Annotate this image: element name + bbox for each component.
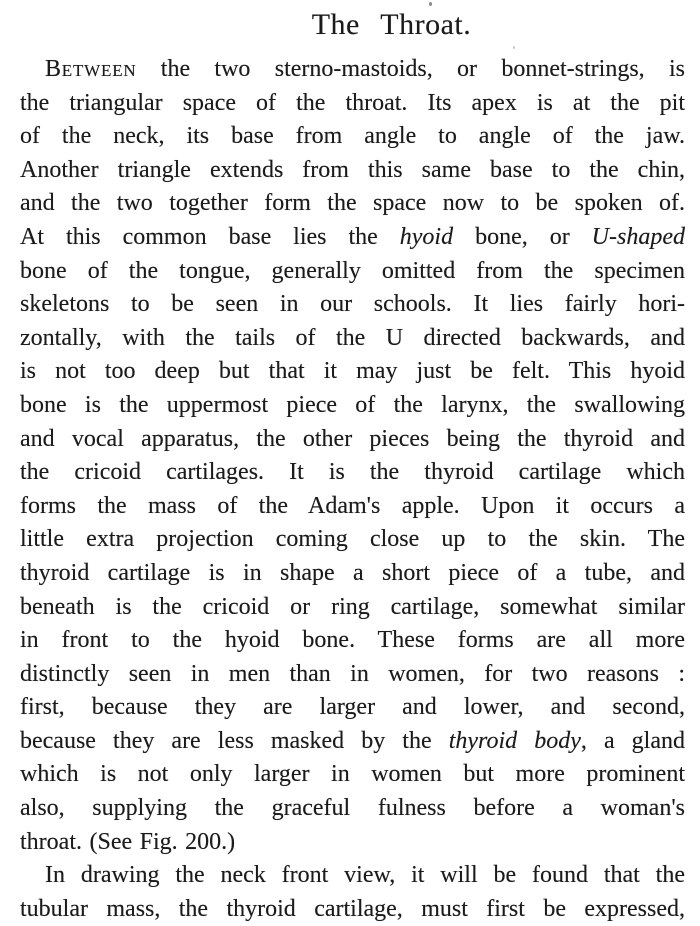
text-run: the triangular space of the throat. Its apex is at the pit	[20, 89, 685, 116]
text-run: bone, or	[453, 223, 592, 250]
text-run: because they are less masked by the	[20, 727, 449, 754]
text-block	[20, 53, 685, 926]
text-line	[20, 255, 685, 289]
text-run: thyroid body	[448, 727, 581, 754]
text-run: skeletons to be seen in our schools. It lies fairly hori-	[20, 291, 685, 318]
scan-artifact	[429, 2, 432, 6]
text-line	[20, 355, 685, 389]
text-run: bone is the uppermost piece of the larynx, the swallowing	[20, 391, 685, 418]
text-line	[20, 187, 685, 221]
text-run: , a gland	[580, 727, 685, 754]
text-run: in front to the hyoid bone. These forms are all more	[20, 627, 685, 654]
text-line	[20, 893, 685, 926]
text-run: tubular mass, the thyroid cartilage, must first be expressed,	[20, 895, 685, 922]
text-line	[20, 423, 685, 457]
text-run: hyoid	[399, 223, 454, 250]
text-line	[20, 523, 685, 557]
text-line	[20, 725, 685, 759]
text-line	[20, 53, 685, 87]
text-line	[20, 792, 685, 826]
text-run: also, supplying the graceful fulness before a woman's	[20, 795, 685, 822]
text-run: Between	[45, 56, 137, 82]
text-run: zontally, with the tails of the U directed backwards, and	[20, 324, 685, 351]
text-line	[20, 120, 685, 154]
paragraph	[20, 53, 685, 859]
text-run: of the neck, its base from angle to angle of the jaw.	[20, 123, 685, 150]
text-line	[20, 691, 685, 725]
text-line	[20, 826, 685, 860]
text-line	[20, 288, 685, 322]
text-run: throat. (See Fig. 200.)	[20, 828, 236, 855]
text-run: At this common base lies the	[20, 223, 400, 250]
text-line	[20, 859, 685, 893]
text-run: the two sterno-mastoids, or bonnet-strings, is	[136, 56, 685, 82]
text-line	[20, 490, 685, 524]
text-line	[20, 658, 685, 692]
text-run: Another triangle extends from this same base to the chin,	[20, 156, 685, 183]
text-run: first, because they are larger and lower, and second,	[20, 694, 685, 721]
text-run: beneath is the cricoid or ring cartilage, somewhat similar	[20, 593, 685, 620]
text-line	[20, 221, 685, 255]
text-run: In drawing the neck front view, it will be found that the	[45, 862, 685, 889]
text-line	[20, 591, 685, 625]
page-title: The Throat.	[311, 8, 472, 41]
text-line	[20, 758, 685, 792]
text-line	[20, 557, 685, 591]
text-run: and the two together form the space now to be spoken of.	[20, 190, 685, 217]
paragraph	[20, 859, 685, 926]
text-run: U-shaped	[591, 223, 685, 250]
text-run: distinctly seen in men than in women, for two reasons :	[20, 660, 685, 687]
text-run: which is not only larger in women but more prominent	[20, 761, 685, 788]
scan-artifact	[513, 46, 515, 49]
text-run: little extra projection coming close up to the skin. The	[20, 526, 685, 553]
text-run: and vocal apparatus, the other pieces being the thyroid and	[20, 425, 685, 452]
text-line	[20, 389, 685, 423]
text-run: bone of the tongue, generally omitted from the specimen	[20, 257, 685, 284]
text-line	[20, 456, 685, 490]
text-run: forms the mass of the Adam's apple. Upon it occurs a	[20, 492, 685, 519]
text-line	[20, 322, 685, 356]
text-line	[20, 154, 685, 188]
text-line	[20, 624, 685, 658]
text-run: is not too deep but that it may just be felt. This hyoid	[20, 358, 685, 385]
text-line	[20, 87, 685, 121]
text-run: thyroid cartilage is in shape a short piece of a tube, and	[20, 559, 685, 586]
text-run: the cricoid cartilages. It is the thyroid cartilage which	[20, 459, 685, 486]
